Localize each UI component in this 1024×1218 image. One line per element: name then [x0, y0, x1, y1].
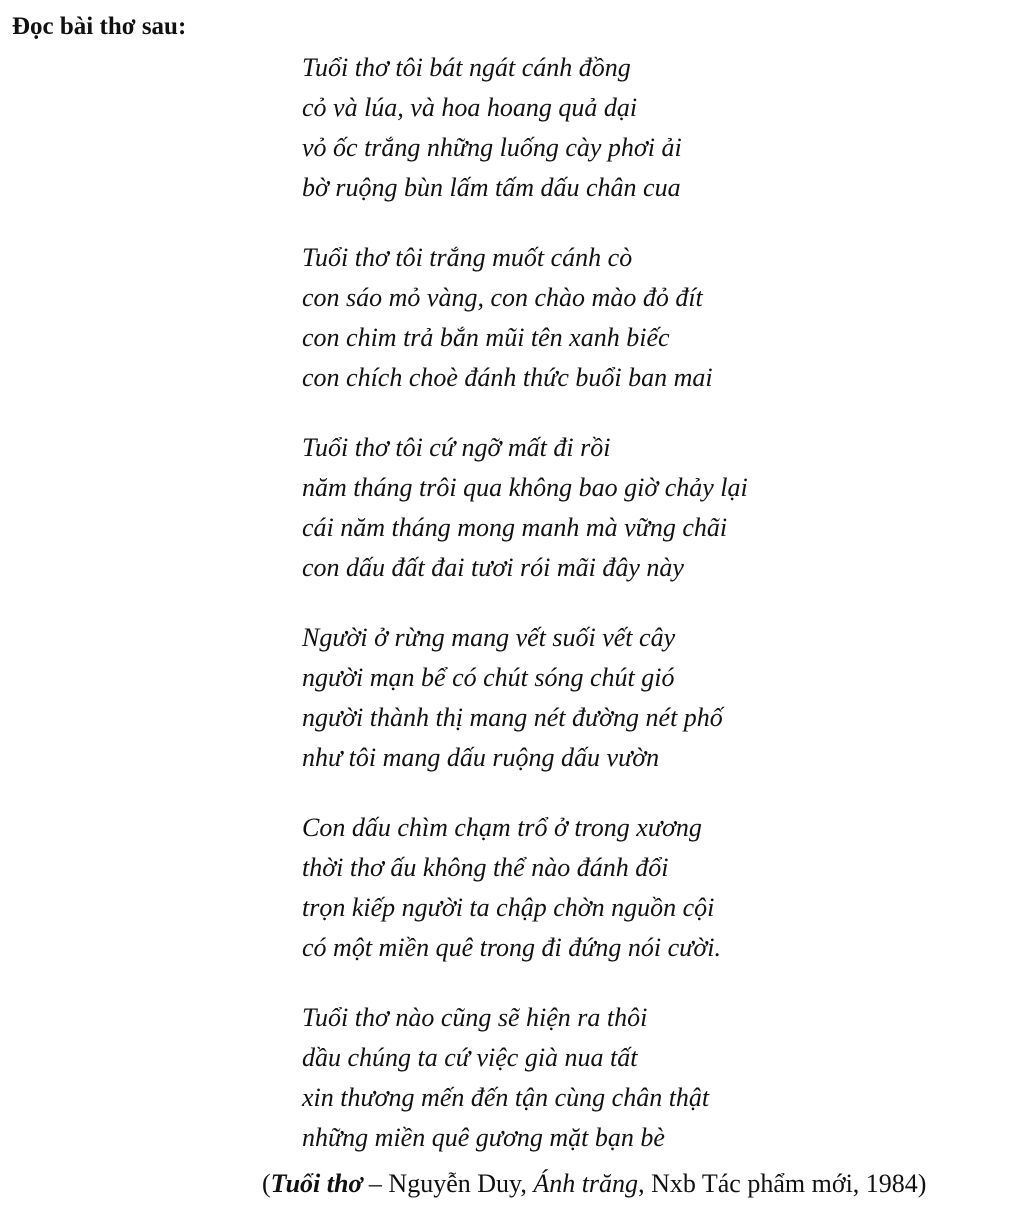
poem-line: Tuổi thơ tôi cứ ngỡ mất đi rồi: [302, 433, 611, 462]
poem-line: bờ ruộng bùn lấm tấm dấu chân cua: [302, 173, 681, 202]
citation-open-paren: (: [262, 1169, 271, 1198]
poem-line: Tuổi thơ nào cũng sẽ hiện ra thôi: [302, 1003, 648, 1032]
page-heading: Đọc bài thơ sau:: [12, 13, 187, 40]
poem-line: người mạn bể có chút sóng chút gió: [302, 663, 675, 692]
poem-stanza-4: [302, 618, 1002, 778]
poem-line: con dấu đất đai tươi rói mãi đây này: [302, 553, 684, 582]
poem-line: Tuổi thơ tôi trắng muốt cánh cò: [302, 243, 633, 272]
poem-stanza-5: [302, 808, 1002, 968]
poem-stanza-6: [302, 998, 1002, 1158]
poem: [302, 48, 1002, 1188]
poem-line: những miền quê gương mặt bạn bè: [302, 1123, 665, 1152]
poem-citation: [262, 1164, 926, 1204]
citation-title: Tuổi thơ: [270, 1169, 363, 1198]
poem-line: cái năm tháng mong manh mà vững chãi: [302, 513, 728, 542]
citation-separator: –: [362, 1169, 389, 1198]
poem-line: trọn kiếp người ta chập chờn nguồn cội: [302, 893, 715, 922]
poem-line: có một miền quê trong đi đứng nói cười.: [302, 933, 721, 962]
citation-publisher: , Nxb Tác phẩm mới, 1984): [638, 1169, 927, 1198]
poem-line: người thành thị mang nét đường nét phố: [302, 703, 723, 732]
poem-line: con chích choè đánh thức buổi ban mai: [302, 363, 713, 392]
poem-line: xin thương mến đến tận cùng chân thật: [302, 1083, 710, 1112]
poem-line: Con dấu chìm chạm trổ ở trong xương: [302, 813, 702, 842]
poem-stanza-2: [302, 238, 1002, 398]
poem-line: dầu chúng ta cứ việc già nua tất: [302, 1043, 638, 1072]
poem-line: Người ở rừng mang vết suối vết cây: [302, 623, 676, 652]
poem-line: con sáo mỏ vàng, con chào mào đỏ đít: [302, 283, 703, 312]
poem-line: như tôi mang dấu ruộng dấu vườn: [302, 743, 660, 772]
citation-author: Nguyễn Duy,: [388, 1169, 534, 1198]
poem-line: Tuổi thơ tôi bát ngát cánh đồng: [302, 53, 631, 82]
citation-collection: Ánh trăng: [533, 1169, 639, 1198]
poem-stanza-3: [302, 428, 1002, 588]
poem-line: năm tháng trôi qua không bao giờ chảy lại: [302, 473, 748, 502]
poem-line: cỏ và lúa, và hoa hoang quả dại: [302, 93, 638, 122]
poem-line: con chim trả bắn mũi tên xanh biếc: [302, 323, 670, 352]
poem-line: thời thơ ấu không thể nào đánh đổi: [302, 853, 669, 882]
poem-line: vỏ ốc trắng những luống cày phơi ải: [302, 133, 682, 162]
poem-stanza-1: [302, 48, 1002, 208]
